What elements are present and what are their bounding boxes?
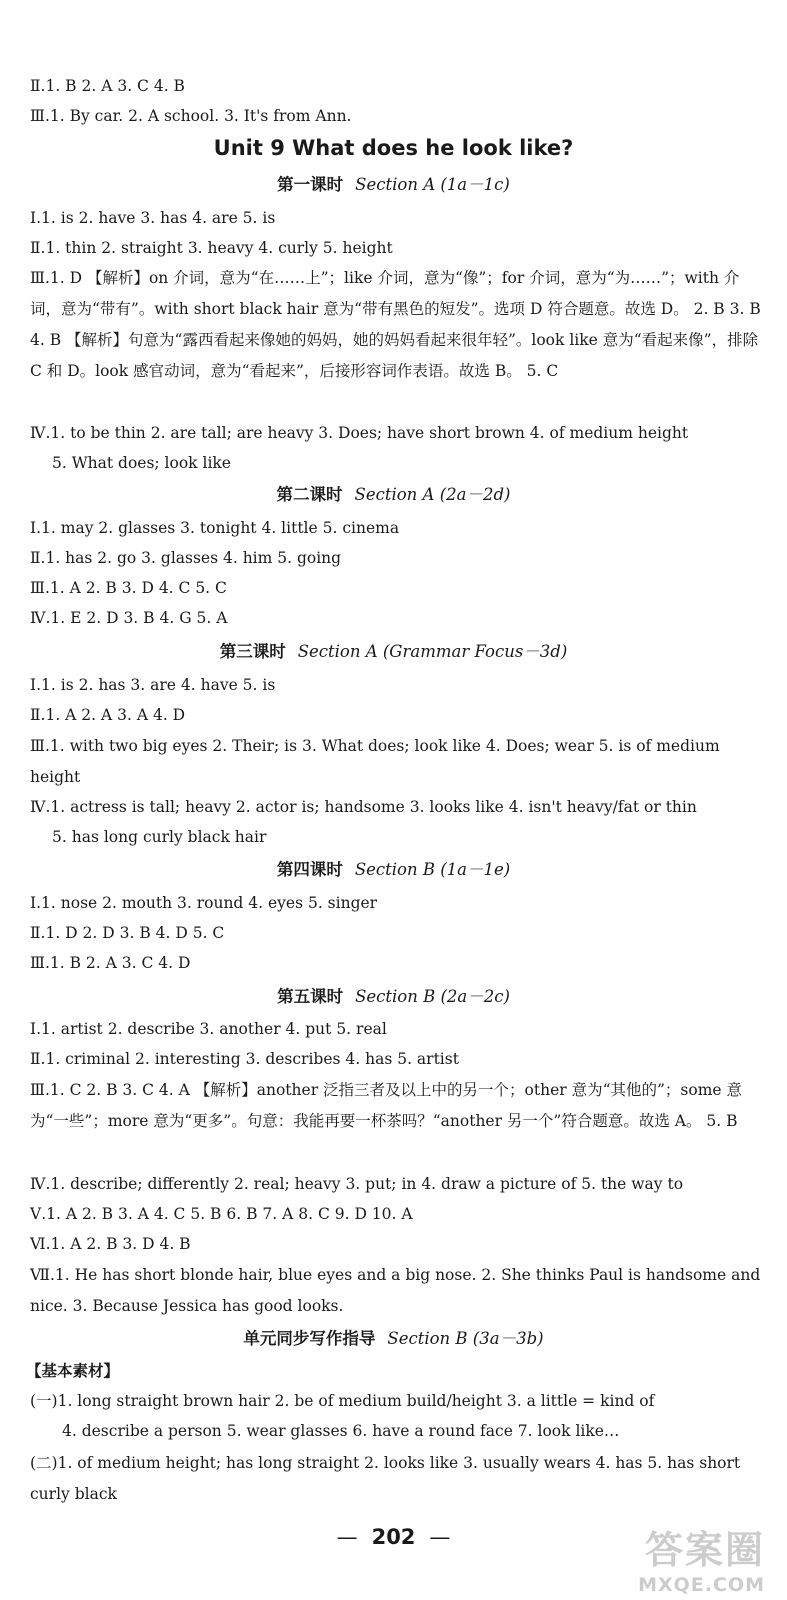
answer-line: Ⅴ.1. A 2. B 3. A 4. C 5. B 6. B 7. A 8. C 9. D 10. A — [30, 1205, 413, 1223]
answer-line: 4. describe a person 5. wear glasses 6. have a round face 7. look like… — [62, 1422, 620, 1440]
answer-line: Ⅰ.1. is 2. have 3. has 4. are 5. is — [30, 209, 276, 227]
section-heading-en: Section A (Grammar Focus－3d) — [297, 642, 568, 661]
answer-line: Ⅵ.1. A 2. B 3. D 4. B — [30, 1235, 191, 1253]
section-heading-cn: 第二课时 — [276, 485, 343, 504]
answer-line: Ⅲ.1. By car. 2. A school. 3. It's from Ann. — [30, 107, 352, 125]
answer-line: Ⅱ.1. criminal 2. interesting 3. describes 4. has 5. artist — [30, 1050, 459, 1068]
section-heading — [0, 481, 787, 505]
answer-paragraph: Ⅲ.1. C 2. B 3. C 4. A 【解析】another 泛指三者及以上中的另一个；other 意为“其他的”；some 意为“一些”；more 意为“更多”。句意：我能再要一杯茶吗？“another 另一个”符合题意。故选 A。 5. B — [30, 1081, 743, 1130]
answer-line: Ⅱ.1. has 2. go 3. glasses 4. him 5. going — [30, 549, 342, 567]
material-heading: 【基本素材】 — [26, 1362, 120, 1380]
answer-line: (一)1. long straight brown hair 2. be of medium build/height 3. a little = kind of — [30, 1392, 655, 1410]
answer-paragraph: Ⅲ.1. D 【解析】on 介词，意为“在……上”；like 介词，意为“像”；for 介词，意为“为……”；with 介词，意为“带有”。with short black hair 意为“带有黑色的短发”。选项 D 符合题意。故选 D。 2. B 3. B 4. B 【解析】句意为“露西看起来像她的妈妈，她的妈妈看起来很年轻”。look like 意为“看起来像”，排除 C 和 D。look 感官动词，意为“看起来”，后接形容词作表语。故选 B。 5. C — [30, 269, 761, 380]
section-heading-en: Section B (1a－1e) — [354, 860, 511, 879]
watermark-logo — [638, 1519, 765, 1596]
answer-line: Ⅱ.1. A 2. A 3. A 4. D — [30, 706, 186, 724]
section-heading-cn: 第四课时 — [276, 860, 343, 879]
answer-line: Ⅳ.1. actress is tall; heavy 2. actor is; handsome 3. looks like 4. isn't heavy/fat or thin — [30, 798, 697, 816]
section-heading — [0, 171, 787, 195]
section-heading — [0, 1325, 787, 1349]
answer-paragraph: Ⅶ.1. He has short blonde hair, blue eyes and a big nose. 2. She thinks Paul is handsome and nice. 3. Because Jessica has good looks. — [30, 1266, 761, 1315]
watermark-text-en: MXQE.COM — [638, 1574, 765, 1596]
answer-paragraph: (二)1. of medium height; has long straight 2. looks like 3. usually wears 4. has 5. has short curly black — [30, 1454, 741, 1503]
section-heading — [0, 638, 787, 662]
section-heading-cn: 单元同步写作指导 — [243, 1329, 376, 1348]
answer-line: Ⅲ.1. A 2. B 3. D 4. C 5. C — [30, 579, 227, 597]
answer-line: Ⅳ.1. describe; differently 2. real; heavy 3. put; in 4. draw a picture of 5. the way to — [30, 1175, 684, 1193]
answer-line: Ⅲ.1. B 2. A 3. C 4. D — [30, 954, 191, 972]
unit-title: Unit 9 What does he look like? — [213, 136, 574, 160]
answer-line: 5. has long curly black hair — [52, 828, 267, 846]
answer-line: Ⅰ.1. may 2. glasses 3. tonight 4. little 5. cinema — [30, 519, 400, 537]
answer-line: Ⅱ.1. B 2. A 3. C 4. B — [30, 77, 185, 95]
answer-paragraph: Ⅲ.1. with two big eyes 2. Their; is 3. What does; look like 4. Does; wear 5. is of medium height — [30, 737, 720, 786]
page-number: — 202 — — [336, 1525, 451, 1549]
answer-line: Ⅱ.1. D 2. D 3. B 4. D 5. C — [30, 924, 225, 942]
answer-line: Ⅳ.1. to be thin 2. are tall; are heavy 3. Does; have short brown 4. of medium height — [30, 424, 689, 442]
answer-line: Ⅰ.1. artist 2. describe 3. another 4. put 5. real — [30, 1020, 387, 1038]
section-heading-en: Section A (2a－2d) — [354, 485, 511, 504]
answer-line: 5. What does; look like — [52, 454, 231, 472]
section-heading — [0, 983, 787, 1007]
section-heading-cn: 第三课时 — [219, 642, 286, 661]
answer-line: Ⅰ.1. is 2. has 3. are 4. have 5. is — [30, 676, 276, 694]
section-heading-en: Section A (1a－1c) — [355, 175, 510, 194]
section-heading — [0, 856, 787, 880]
section-heading-en: Section B (3a－3b) — [387, 1329, 544, 1348]
watermark-text-cn: 答案圈 — [644, 1528, 765, 1572]
answer-line: Ⅳ.1. E 2. D 3. B 4. G 5. A — [30, 609, 228, 627]
section-heading-cn: 第一课时 — [277, 175, 344, 194]
section-heading-en: Section B (2a－2c) — [355, 987, 510, 1006]
page-number-text: 202 — [371, 1525, 416, 1549]
section-heading-cn: 第五课时 — [277, 987, 344, 1006]
answer-line: Ⅱ.1. thin 2. straight 3. heavy 4. curly 5. height — [30, 239, 393, 257]
answer-line: Ⅰ.1. nose 2. mouth 3. round 4. eyes 5. singer — [30, 894, 378, 912]
